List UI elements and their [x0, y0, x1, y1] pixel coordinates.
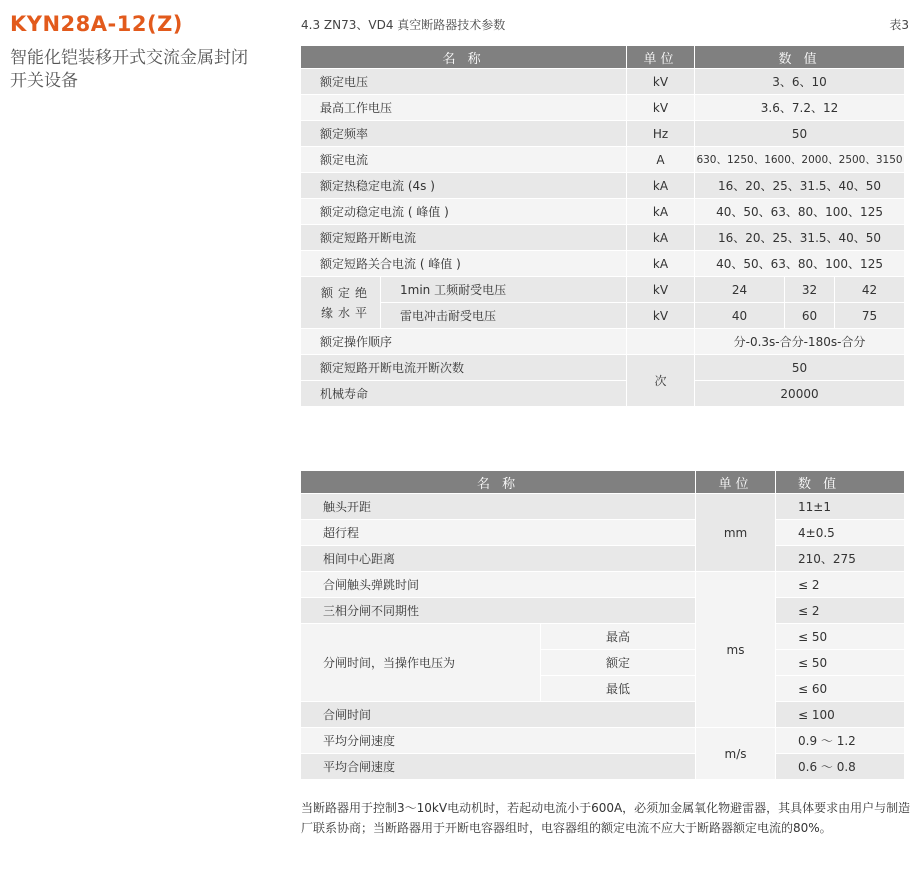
row-value: 50	[695, 355, 905, 381]
table-header-row	[301, 46, 905, 69]
row-value: ≤ 50	[776, 624, 905, 650]
row-name: 三相分闸不同期性	[301, 598, 696, 624]
table-row	[301, 303, 905, 329]
row-name: 触头开距	[301, 494, 696, 520]
row-value: ≤ 50	[776, 650, 905, 676]
table-row	[301, 754, 905, 780]
row-name: 额定热稳定电流 (4s )	[301, 173, 627, 199]
row-unit: kV	[627, 277, 695, 303]
row-value: 630、1250、1600、2000、2500、3150	[695, 147, 905, 173]
row-name: 雷电冲击耐受电压	[381, 303, 627, 329]
table-row	[301, 598, 905, 624]
row-value: 40	[695, 303, 785, 329]
row-value: 11±1	[776, 494, 905, 520]
row-subname: 最高	[541, 624, 696, 650]
header-value: 数 值	[776, 471, 905, 494]
row-value: 16、20、25、31.5、40、50	[695, 225, 905, 251]
table-row	[301, 329, 905, 355]
product-code: KYN28A-12(Z)	[10, 12, 183, 36]
table-row	[301, 173, 905, 199]
row-value: ≤ 60	[776, 676, 905, 702]
row-value: 60	[785, 303, 835, 329]
row-name: 机械寿命	[301, 381, 627, 407]
header-unit: 单位	[627, 46, 695, 69]
row-value: 40、50、63、80、100、125	[695, 251, 905, 277]
table-header-row	[301, 471, 905, 494]
table-row	[301, 225, 905, 251]
row-value: 42	[835, 277, 905, 303]
row-name: 额定短路开断电流	[301, 225, 627, 251]
row-value: 16、20、25、31.5、40、50	[695, 173, 905, 199]
row-name: 分闸时间，当操作电压为	[301, 624, 541, 702]
row-value: 0.9 ～ 1.2	[776, 728, 905, 754]
table-row	[301, 494, 905, 520]
row-value: 3、6、10	[695, 69, 905, 95]
vacuum-breaker-parameters-table	[300, 45, 905, 407]
table-row	[301, 95, 905, 121]
row-unit: kA	[627, 251, 695, 277]
insulation-level-label: 额定绝缘水平	[301, 277, 381, 329]
row-unit: Hz	[627, 121, 695, 147]
row-name: 额定频率	[301, 121, 627, 147]
header-unit: 单位	[696, 471, 776, 494]
header-name: 名 称	[301, 471, 696, 494]
row-name: 合闸触头弹跳时间	[301, 572, 696, 598]
row-unit: kA	[627, 199, 695, 225]
header-name: 名 称	[301, 46, 627, 69]
table-row	[301, 702, 905, 728]
row-value: ≤ 2	[776, 572, 905, 598]
row-subname: 最低	[541, 676, 696, 702]
row-unit: 次	[627, 355, 695, 407]
row-unit	[627, 329, 695, 355]
row-name: 额定动稳定电流 ( 峰值 )	[301, 199, 627, 225]
table-row	[301, 546, 905, 572]
table-row	[301, 624, 905, 650]
row-name: 相间中心距离	[301, 546, 696, 572]
row-name: 合闸时间	[301, 702, 696, 728]
row-value: 3.6、7.2、12	[695, 95, 905, 121]
table-row	[301, 381, 905, 407]
row-unit: mm	[696, 494, 776, 572]
mechanical-parameters-table	[300, 470, 905, 780]
row-name: 平均分闸速度	[301, 728, 696, 754]
row-unit: ms	[696, 572, 776, 728]
row-name: 额定电流	[301, 147, 627, 173]
table-row	[301, 277, 905, 303]
row-value: 24	[695, 277, 785, 303]
row-unit: kV	[627, 69, 695, 95]
row-name: 额定短路开断电流开断次数	[301, 355, 627, 381]
row-value: 40、50、63、80、100、125	[695, 199, 905, 225]
row-name: 最高工作电压	[301, 95, 627, 121]
table-row	[301, 728, 905, 754]
table-number: 表3	[889, 18, 909, 32]
row-value: 210、275	[776, 546, 905, 572]
row-unit: A	[627, 147, 695, 173]
table-row	[301, 147, 905, 173]
header-value: 数 值	[695, 46, 905, 69]
row-unit: kV	[627, 95, 695, 121]
row-unit: kV	[627, 303, 695, 329]
row-name: 额定短路关合电流 ( 峰值 )	[301, 251, 627, 277]
row-name: 平均合闸速度	[301, 754, 696, 780]
row-value: ≤ 100	[776, 702, 905, 728]
table-row	[301, 355, 905, 381]
table-caption: 4.3 ZN73、VD4 真空断路器技术参数	[301, 18, 506, 32]
row-name: 额定电压	[301, 69, 627, 95]
row-subname: 额定	[541, 650, 696, 676]
row-unit: m/s	[696, 728, 776, 780]
row-value: 75	[835, 303, 905, 329]
table-row	[301, 520, 905, 546]
row-name: 额定操作顺序	[301, 329, 627, 355]
product-name: 智能化铠装移开式交流金属封闭开关设备	[10, 48, 248, 91]
row-value: 20000	[695, 381, 905, 407]
row-name: 1min 工频耐受电压	[381, 277, 627, 303]
table-row	[301, 121, 905, 147]
footnote: 当断路器用于控制3～10kV电动机时，若起动电流小于600A，必须加金属氧化物避雷器，其具体要求由用户与制造厂联系协商；当断路器用于开断电容器组时，电容器组的额定电流不应大于断路器额定电流的80%。	[301, 801, 911, 835]
row-value: 分-0.3s-合分-180s-合分	[695, 329, 905, 355]
row-value: 4±0.5	[776, 520, 905, 546]
row-value: ≤ 2	[776, 598, 905, 624]
table-row	[301, 69, 905, 95]
row-value: 50	[695, 121, 905, 147]
table-row	[301, 251, 905, 277]
row-name: 超行程	[301, 520, 696, 546]
table-row	[301, 199, 905, 225]
row-value: 0.6 ～ 0.8	[776, 754, 905, 780]
table-row	[301, 572, 905, 598]
row-unit: kA	[627, 225, 695, 251]
row-unit: kA	[627, 173, 695, 199]
row-value: 32	[785, 277, 835, 303]
